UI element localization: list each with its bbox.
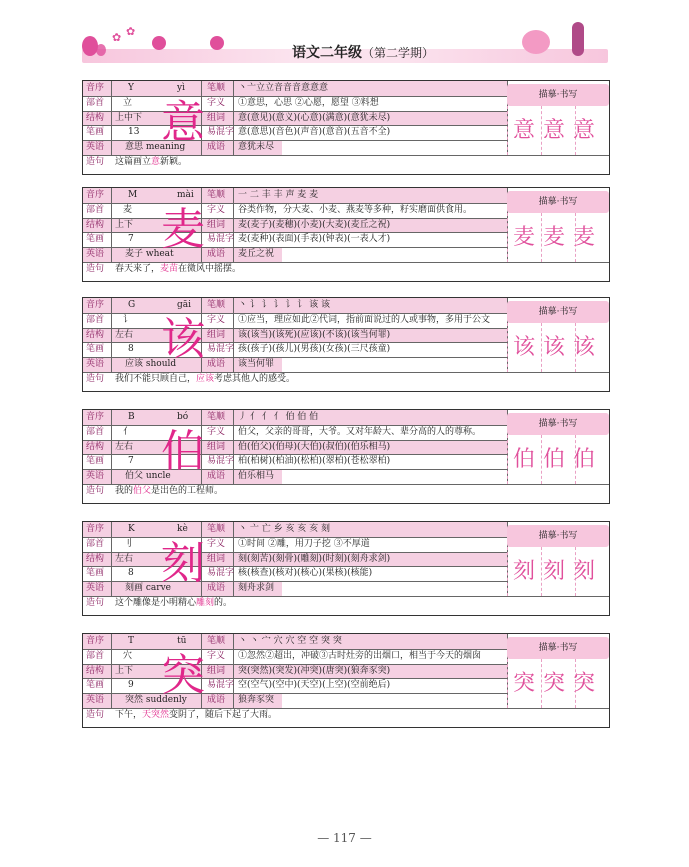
practice-area (507, 634, 609, 708)
value-confusable: 意(意思)(音色)(声音)(意音)(五音不全) (238, 127, 391, 138)
practice-area (507, 81, 609, 155)
label-idiom: 成语 (207, 583, 226, 594)
label-strokes: 笔画 (86, 568, 105, 579)
value-structure: 上下 (115, 219, 134, 230)
label-meaning: 字义 (207, 426, 226, 437)
value-structure: 上下 (115, 665, 134, 676)
value-meaning: ①意思，心思 ②心愿，愿望 ③料想 (238, 97, 379, 108)
value-english: 意思 meaning (125, 142, 186, 153)
character-entry (82, 80, 610, 175)
label-stroke_seq: 笔顺 (207, 83, 226, 93)
sentence-highlight: 天突然 (142, 710, 170, 720)
label-strokes: 笔画 (86, 456, 105, 467)
label-idiom: 成语 (207, 359, 226, 370)
value-strokes: 8 (128, 344, 134, 355)
big-character: 麦 (161, 204, 205, 255)
value-english: 麦子 wheat (125, 249, 174, 260)
value-strokes: 9 (128, 680, 134, 691)
rabbit-decoration (210, 36, 224, 50)
label-structure: 结构 (86, 219, 105, 230)
sentence-highlight: 伯父 (133, 486, 152, 496)
value-strokes: 13 (128, 127, 140, 138)
label-meaning: 字义 (207, 97, 226, 108)
label-idiom: 成语 (207, 695, 226, 706)
label-stroke_seq: 笔顺 (207, 190, 226, 200)
value-confusable: 核(核查)(核对)(核心)(果核)(核能) (238, 568, 373, 579)
label-meaning: 字义 (207, 650, 226, 661)
house-decoration (522, 30, 550, 54)
practice-characters[interactable]: 突突突 (512, 671, 603, 696)
label-sentence: 造句 (86, 157, 105, 167)
sentence-text: 考虑其他人的感受。 (214, 374, 296, 384)
value-idiom: 狼奔豕突 (238, 695, 275, 706)
page-number: — 117 — (317, 831, 372, 845)
value-structure: 上中下 (115, 112, 143, 123)
label-words: 组词 (207, 112, 226, 123)
label-confusable: 易混字 (207, 456, 235, 467)
value-stroke_seq: 丿 亻 亻 亻 伯 伯 伯 (238, 412, 319, 422)
label-english: 英语 (86, 583, 105, 594)
value-confusable: 柏(柏树)(柏油)(松柏)(翠柏)(苍松翠柏) (238, 456, 391, 467)
label-radical: 部首 (86, 314, 105, 325)
value-confusable: 孩(孩子)(孩儿)(男孩)(女孩)(三尺孩童) (238, 344, 391, 355)
star-icon: ✿ (126, 25, 136, 38)
example-sentence (115, 372, 595, 386)
big-character: 伯 (161, 426, 205, 477)
value-radical: 亻 (123, 426, 133, 437)
sentence-highlight: 雕刻 (196, 598, 215, 608)
value-idiom: 意犹未尽 (238, 142, 275, 153)
value-stroke_seq: 丶 亠 亡 乡 亥 亥 亥 刻 (238, 524, 331, 534)
value-words: 麦(麦子)(麦穗)(小麦)(大麦)(麦丘之祝) (238, 219, 391, 230)
practice-characters[interactable]: 伯伯伯 (512, 447, 603, 472)
column-line (233, 81, 234, 155)
value-order: M (128, 190, 138, 200)
label-strokes: 笔画 (86, 344, 105, 355)
column-line (233, 298, 234, 372)
label-sentence: 造句 (86, 598, 105, 608)
label-strokes: 笔画 (86, 234, 105, 245)
big-character: 该 (161, 314, 205, 365)
label-words: 组词 (207, 665, 226, 676)
practice-characters[interactable]: 意意意 (512, 118, 603, 143)
example-sentence (115, 596, 595, 610)
example-sentence (115, 262, 595, 276)
practice-characters[interactable]: 该该该 (512, 335, 603, 360)
label-order: 音序 (86, 190, 105, 200)
label-words: 组词 (207, 329, 226, 340)
label-words: 组词 (207, 441, 226, 452)
label-confusable: 易混字 (207, 127, 235, 138)
value-pinyin: tū (177, 636, 187, 646)
example-sentence (115, 484, 595, 498)
column-line (111, 188, 112, 262)
practice-header: 描摹·书写 (507, 413, 609, 435)
label-structure: 结构 (86, 665, 105, 676)
label-sentence: 造句 (86, 486, 105, 496)
label-strokes: 笔画 (86, 127, 105, 138)
left-decoration (96, 44, 106, 56)
practice-area (507, 188, 609, 262)
label-strokes: 笔画 (86, 680, 105, 691)
value-meaning: 伯父，父亲的哥哥，大爷。又对年龄大、辈分高的人的尊称。 (238, 426, 482, 437)
label-sentence: 造句 (86, 710, 105, 720)
column-line (111, 298, 112, 372)
value-order: Y (128, 83, 134, 93)
label-confusable: 易混字 (207, 680, 235, 691)
value-words: 刻(刻苦)(刻骨)(雕刻)(时刻)(刻舟求剑) (238, 553, 391, 564)
column-line (111, 634, 112, 708)
character-entry (82, 521, 610, 616)
sentence-text: 下午， (115, 710, 143, 720)
value-pinyin: yì (177, 83, 185, 93)
sentence-text: 新颖。 (160, 157, 188, 167)
label-confusable: 易混字 (207, 344, 235, 355)
practice-header: 描摹·书写 (507, 191, 609, 213)
label-stroke_seq: 笔顺 (207, 524, 226, 534)
value-words: 伯(伯父)(伯母)(大伯)(叔伯)(伯乐相马) (238, 441, 391, 452)
value-idiom: 刻舟求剑 (238, 583, 275, 594)
big-character: 突 (161, 650, 205, 701)
label-order: 音序 (86, 524, 105, 534)
value-words: 该(该当)(该死)(应该)(不该)(该当何罪) (238, 329, 391, 340)
value-english: 应该 should (125, 359, 177, 370)
value-english: 伯父 uncle (125, 471, 171, 482)
value-structure: 左右 (115, 441, 134, 452)
character-entry (82, 187, 610, 282)
value-english: 突然 suddenly (125, 695, 187, 706)
label-radical: 部首 (86, 538, 105, 549)
value-structure: 左右 (115, 553, 134, 564)
label-words: 组词 (207, 219, 226, 230)
value-meaning: ①应当，理应如此②代词，指前面说过的人或事物，多用于公文 (238, 314, 491, 325)
label-english: 英语 (86, 249, 105, 260)
value-order: T (128, 636, 135, 646)
value-pinyin: mài (177, 190, 194, 200)
value-stroke_seq: 一 二 丰 丰 声 麦 麦 (238, 190, 319, 200)
practice-area (507, 410, 609, 484)
label-order: 音序 (86, 412, 105, 422)
column-line (233, 634, 234, 708)
label-meaning: 字义 (207, 538, 226, 549)
label-sentence: 造句 (86, 374, 105, 384)
label-order: 音序 (86, 636, 105, 646)
label-idiom: 成语 (207, 142, 226, 153)
label-english: 英语 (86, 695, 105, 706)
label-radical: 部首 (86, 204, 105, 215)
sentence-text: 这个雕像是小明精心 (115, 598, 197, 608)
sentence-text: 变阴了，随后下起了大雨。 (169, 710, 278, 720)
big-character: 意 (161, 97, 205, 148)
label-stroke_seq: 笔顺 (207, 636, 226, 646)
value-confusable: 空(空气)(空中)(天空)(上空)(空前绝后) (238, 680, 391, 691)
value-meaning: ①时间 ②雕，用刀子挖 ③不厚道 (238, 538, 370, 549)
sentence-text: 我们不能只顾自己， (115, 374, 197, 384)
label-idiom: 成语 (207, 249, 226, 260)
label-stroke_seq: 笔顺 (207, 300, 226, 310)
sentence-text: 是出色的工程师。 (151, 486, 224, 496)
sentence-text: 春天来了， (115, 264, 161, 274)
label-meaning: 字义 (207, 204, 226, 215)
value-order: B (128, 412, 135, 422)
value-idiom: 麦丘之祝 (238, 249, 275, 260)
value-strokes: 7 (128, 456, 134, 467)
practice-area (507, 522, 609, 596)
label-radical: 部首 (86, 426, 105, 437)
column-line (233, 522, 234, 596)
label-structure: 结构 (86, 553, 105, 564)
column-line (111, 81, 112, 155)
column-line (233, 410, 234, 484)
value-pinyin: bó (177, 412, 189, 422)
column-line (233, 188, 234, 262)
column-line (111, 410, 112, 484)
value-idiom: 伯乐相马 (238, 471, 275, 482)
practice-characters[interactable]: 麦麦麦 (512, 225, 603, 250)
value-radical: 刂 (123, 538, 133, 549)
label-sentence: 造句 (86, 264, 105, 274)
value-stroke_seq: 丶 讠 讠 讠 讠 讠 该 该 (238, 300, 331, 310)
practice-header: 描摹·书写 (507, 301, 609, 323)
value-words: 意(意见)(意义)(心意)(满意)(意犹未尽) (238, 112, 391, 123)
sentence-text: 在微风中摇摆。 (178, 264, 242, 274)
page-title: 语文二年级（第二学期） (292, 45, 435, 61)
rabbit-decoration (152, 36, 166, 50)
label-meaning: 字义 (207, 314, 226, 325)
value-idiom: 该当何罪 (238, 359, 275, 370)
value-order: G (128, 300, 136, 310)
value-pinyin: gāi (177, 300, 192, 310)
practice-header: 描摹·书写 (507, 637, 609, 659)
value-radical: 立 (123, 97, 133, 108)
sentence-highlight: 意 (151, 157, 161, 167)
value-order: K (128, 524, 135, 534)
star-icon: ✿ (112, 31, 122, 44)
label-radical: 部首 (86, 97, 105, 108)
character-entry (82, 297, 610, 392)
label-radical: 部首 (86, 650, 105, 661)
column-line (111, 522, 112, 596)
label-idiom: 成语 (207, 471, 226, 482)
sentence-text: 我的 (115, 486, 134, 496)
value-strokes: 7 (128, 234, 134, 245)
value-radical: 麦 (123, 204, 133, 215)
label-order: 音序 (86, 300, 105, 310)
practice-header: 描摹·书写 (507, 525, 609, 547)
example-sentence (115, 708, 595, 722)
character-entry (82, 409, 610, 504)
practice-area (507, 298, 609, 372)
value-structure: 左右 (115, 329, 134, 340)
label-english: 英语 (86, 471, 105, 482)
label-confusable: 易混字 (207, 234, 235, 245)
sentence-text: 的。 (214, 598, 233, 608)
value-meaning: 谷类作物，分大麦、小麦、燕麦等多种，籽实磨面供食用。 (238, 204, 473, 215)
practice-characters[interactable]: 刻刻刻 (512, 559, 603, 584)
label-structure: 结构 (86, 441, 105, 452)
label-structure: 结构 (86, 329, 105, 340)
value-radical: 穴 (123, 650, 133, 661)
value-stroke_seq: 丶 丶 宀 穴 穴 空 空 突 突 (238, 636, 342, 646)
sentence-highlight: 麦苗 (160, 264, 179, 274)
value-confusable: 麦(麦种)(表面)(手表)(钟表)(一表人才) (238, 234, 391, 245)
label-english: 英语 (86, 142, 105, 153)
sentence-text: 这篇画立 (115, 157, 152, 167)
value-strokes: 8 (128, 568, 134, 579)
sentence-highlight: 应该 (196, 374, 215, 384)
character-entry (82, 633, 610, 728)
label-structure: 结构 (86, 112, 105, 123)
value-pinyin: kè (177, 524, 188, 534)
practice-header: 描摹·书写 (507, 84, 609, 106)
value-stroke_seq: 丶亠立立音音音意意意 (238, 83, 329, 93)
example-sentence (115, 155, 595, 169)
label-order: 音序 (86, 83, 105, 93)
page-header (82, 22, 608, 70)
label-words: 组词 (207, 553, 226, 564)
big-character: 刻 (161, 538, 205, 589)
tree-decoration (572, 22, 584, 56)
left-decoration (82, 36, 98, 56)
value-words: 突(突然)(突发)(冲突)(唐突)(狼奔豕突) (238, 665, 391, 676)
label-english: 英语 (86, 359, 105, 370)
value-radical: 讠 (123, 314, 133, 325)
label-stroke_seq: 笔顺 (207, 412, 226, 422)
label-confusable: 易混字 (207, 568, 235, 579)
value-english: 刻画 carve (125, 583, 171, 594)
value-meaning: ①忽然②超出，冲破③古时灶旁的出烟口，相当于今天的烟囱 (238, 650, 482, 661)
